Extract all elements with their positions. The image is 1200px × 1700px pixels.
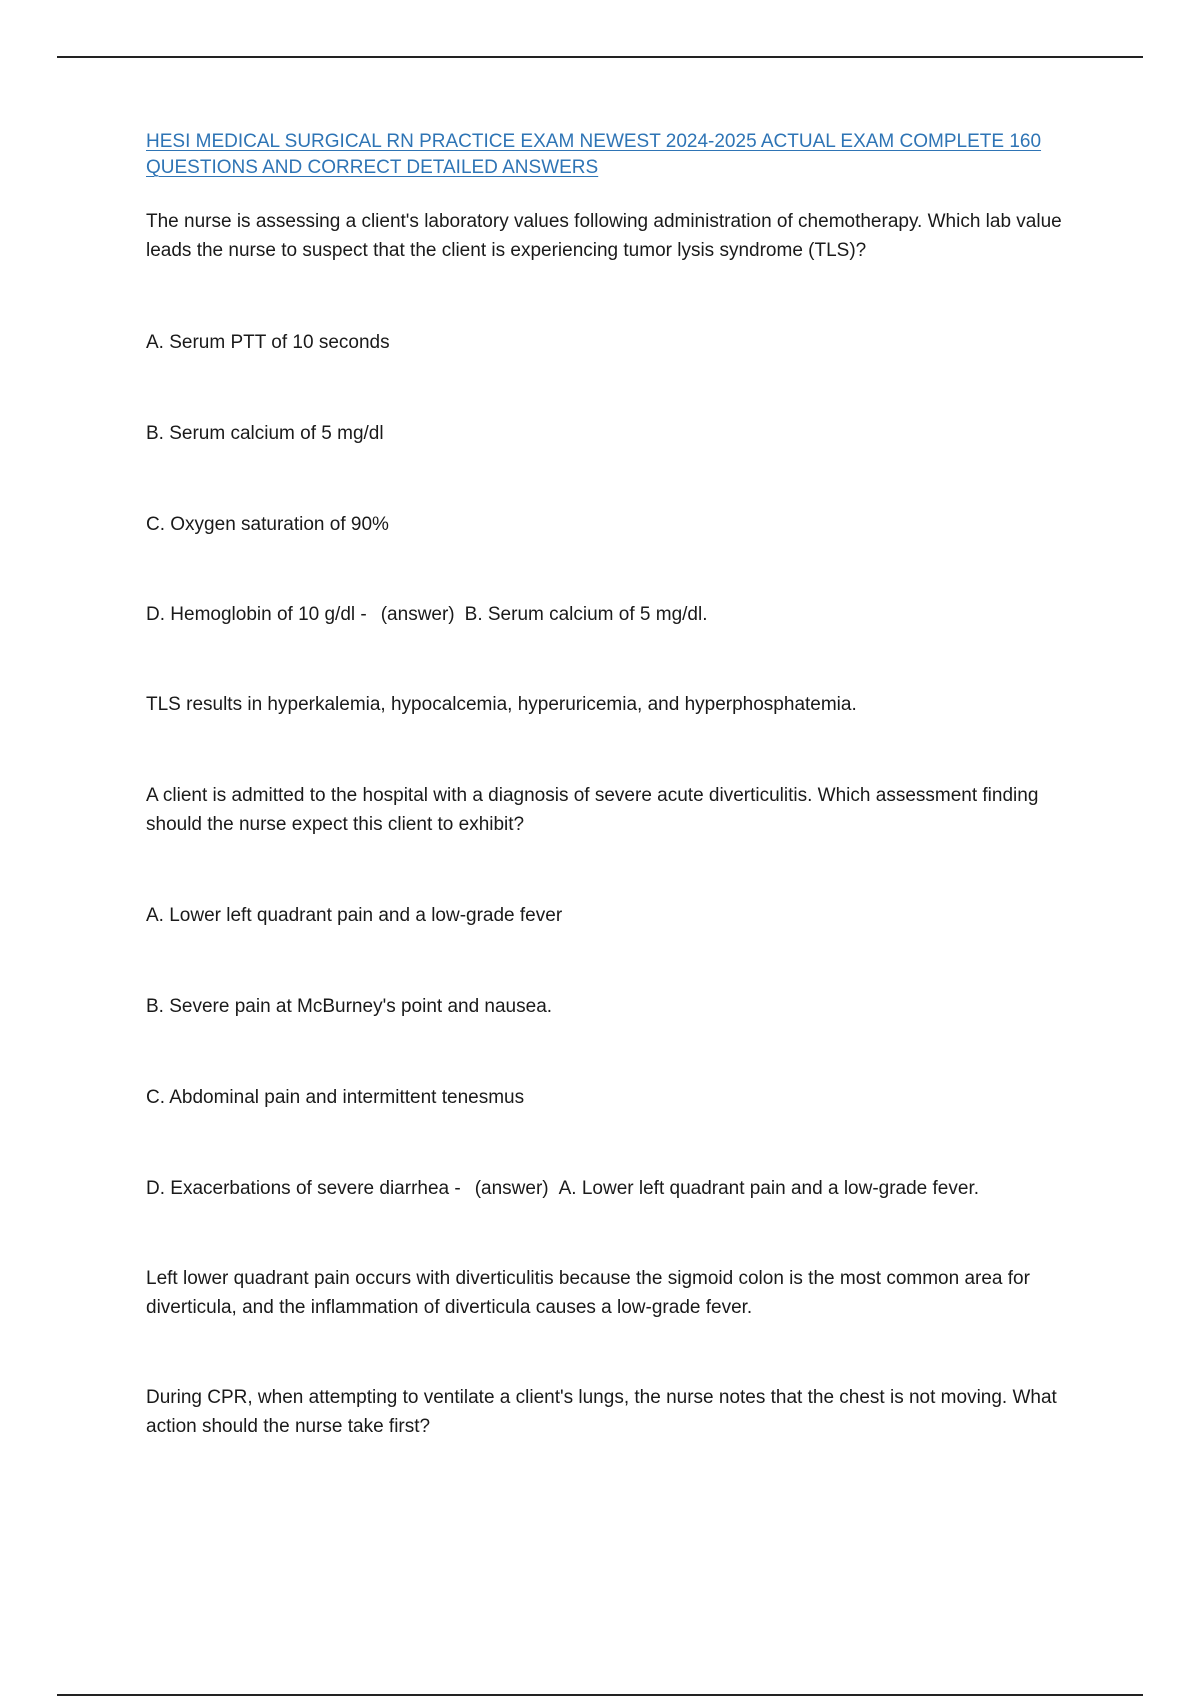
question-1-option-c: C. Oxygen saturation of 90%: [146, 514, 389, 535]
title-line-1: HESI MEDICAL SURGICAL RN PRACTICE EXAM NEWEST 2024-2025 ACTUAL EXAM COMPLETE 160: [146, 131, 1042, 152]
question-1-answer-label: (answer): [380, 604, 455, 625]
question-1-answer: B. Serum calcium of 5 mg/dl.: [464, 604, 708, 625]
question-2-stem: A client is admitted to the hospital with a diagnosis of severe acute diverticulitis. Which assessment finding should the nurse expect this client to exhibit?: [146, 785, 1039, 835]
question-2-answer: A. Lower left quadrant pain and a low-grade fever.: [558, 1178, 979, 1199]
question-2-option-d: D. Exacerbations of severe diarrhea -: [146, 1178, 461, 1199]
question-3-stem: During CPR, when attempting to ventilate a client's lungs, the nurse notes that the chest is not moving. What action should the nurse take first?: [146, 1387, 1057, 1437]
question-1-option-b: B. Serum calcium of 5 mg/dl: [146, 423, 384, 444]
question-2-answer-label: (answer): [474, 1178, 549, 1199]
question-1-option-d: D. Hemoglobin of 10 g/dl -: [146, 604, 367, 625]
question-2-option-d-with-answer: [146, 1174, 1081, 1203]
bottom-rule: [57, 1694, 1143, 1696]
top-rule: [57, 56, 1143, 58]
question-2-option-a: A. Lower left quadrant pain and a low-grade fever: [146, 905, 563, 926]
question-1-stem: The nurse is assessing a client's laboratory values following administration of chemotherapy. Which lab value leads the nurse to suspect that the client is experiencing tumor lysis syndrome (TLS)?: [146, 211, 1062, 261]
question-1-option-d-with-answer: [146, 600, 1081, 629]
question-2-rationale: Left lower quadrant pain occurs with diverticulitis because the sigmoid colon is the most common area for diverticula, and the inflammation of diverticula causes a low-grade fever.: [146, 1268, 1030, 1318]
question-2-option-c: C. Abdominal pain and intermittent tenesmus: [146, 1087, 525, 1108]
document-title-link[interactable]: [146, 131, 1041, 178]
question-1-rationale: TLS results in hyperkalemia, hypocalcemia, hyperuricemia, and hyperphosphatemia.: [146, 694, 857, 715]
question-2-option-b: B. Severe pain at McBurney's point and nausea.: [146, 996, 553, 1017]
question-1-option-a: A. Serum PTT of 10 seconds: [146, 332, 390, 353]
title-line-2: QUESTIONS AND CORRECT DETAILED ANSWERS: [146, 157, 599, 178]
document-title: [146, 129, 1046, 181]
